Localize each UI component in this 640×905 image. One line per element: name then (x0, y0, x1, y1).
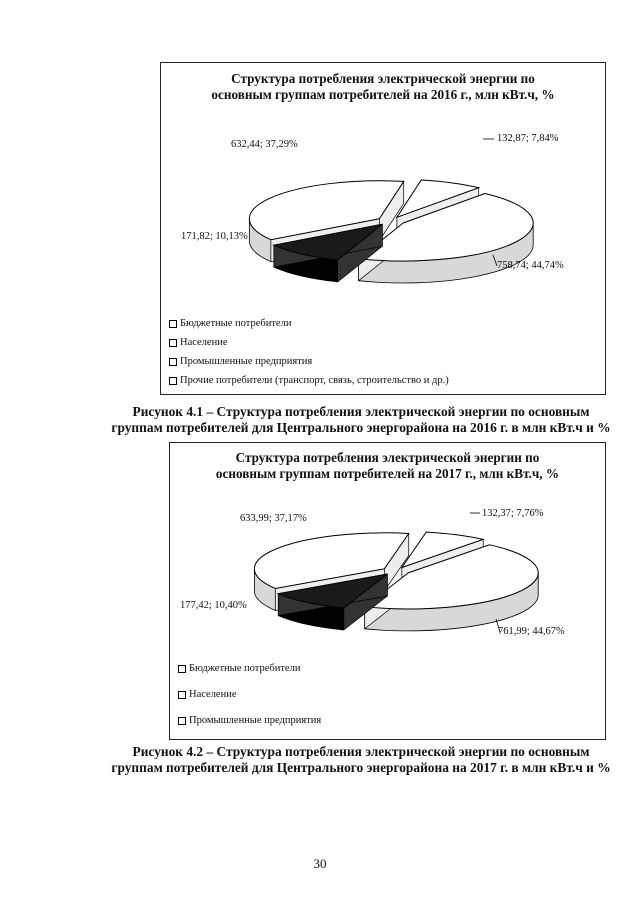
legend-label: Население (180, 337, 228, 348)
chart-title-line-2: основным группам потребителей на 2016 г., млн кВт.ч, % (211, 87, 555, 102)
data-label: 177,42; 10,40% (180, 600, 247, 611)
data-label: 632,44; 37,29% (231, 139, 298, 150)
legend-item-budget (169, 317, 449, 330)
chart-title-line-2: основным группам потребителей на 2017 г., млн кВт.ч, % (215, 466, 560, 481)
legend-item-population (169, 336, 449, 349)
chart-legend (169, 317, 449, 393)
legend-swatch (169, 377, 177, 385)
chart-title-line-1: Структура потребления электрической энергии по (235, 450, 540, 465)
legend-swatch (178, 665, 186, 673)
chart-legend (178, 662, 321, 740)
legend-swatch (178, 691, 186, 699)
chart-title-line-1: Структура потребления электрической энергии по (231, 71, 535, 86)
page-number: 30 (313, 856, 327, 871)
legend-item-population (178, 688, 321, 701)
legend-swatch (178, 717, 186, 725)
caption-line-2: группам потребителей для Центрального энергорайона на 2016 г. в млн кВт.ч и % (111, 420, 611, 435)
data-label: 758,74; 44,74% (497, 260, 564, 271)
data-label: 132,37; 7,76% (482, 508, 544, 519)
legend-swatch (169, 339, 177, 347)
legend-label: Бюджетные потребители (189, 663, 301, 674)
data-label: 761,99; 44,67% (498, 626, 565, 637)
data-label: 132,87; 7,84% (497, 133, 559, 144)
legend-item-budget (178, 662, 321, 675)
caption-line-1: Рисунок 4.1 – Структура потребления электрической энергии по основным (132, 404, 590, 419)
legend-item-industry (169, 355, 449, 368)
figure-caption-2 (96, 744, 626, 776)
legend-swatch (169, 358, 177, 366)
pie-chart-2017 (170, 443, 605, 658)
data-label: 171,82; 10,13% (181, 231, 248, 242)
legend-label: Население (189, 689, 237, 700)
caption-line-2: группам потребителей для Центрального энергорайона на 2017 г. в млн кВт.ч и % (111, 760, 611, 775)
caption-line-1: Рисунок 4.2 – Структура потребления электрической энергии по основным (132, 744, 590, 759)
legend-label: Промышленные предприятия (180, 356, 313, 367)
figure-caption-1 (96, 404, 626, 436)
legend-label: Промышленные предприятия (189, 715, 322, 726)
chart-frame-2016 (160, 62, 606, 395)
legend-item-industry (178, 714, 321, 727)
chart-frame-2017 (169, 442, 606, 740)
pie-chart-2016 (161, 63, 605, 313)
data-label: 633,99; 37,17% (240, 513, 307, 524)
legend-label: Прочие потребители (транспорт, связь, строительство и др.) (180, 375, 449, 386)
legend-label: Бюджетные потребители (180, 318, 292, 329)
legend-item-other (169, 374, 449, 387)
legend-swatch (169, 320, 177, 328)
